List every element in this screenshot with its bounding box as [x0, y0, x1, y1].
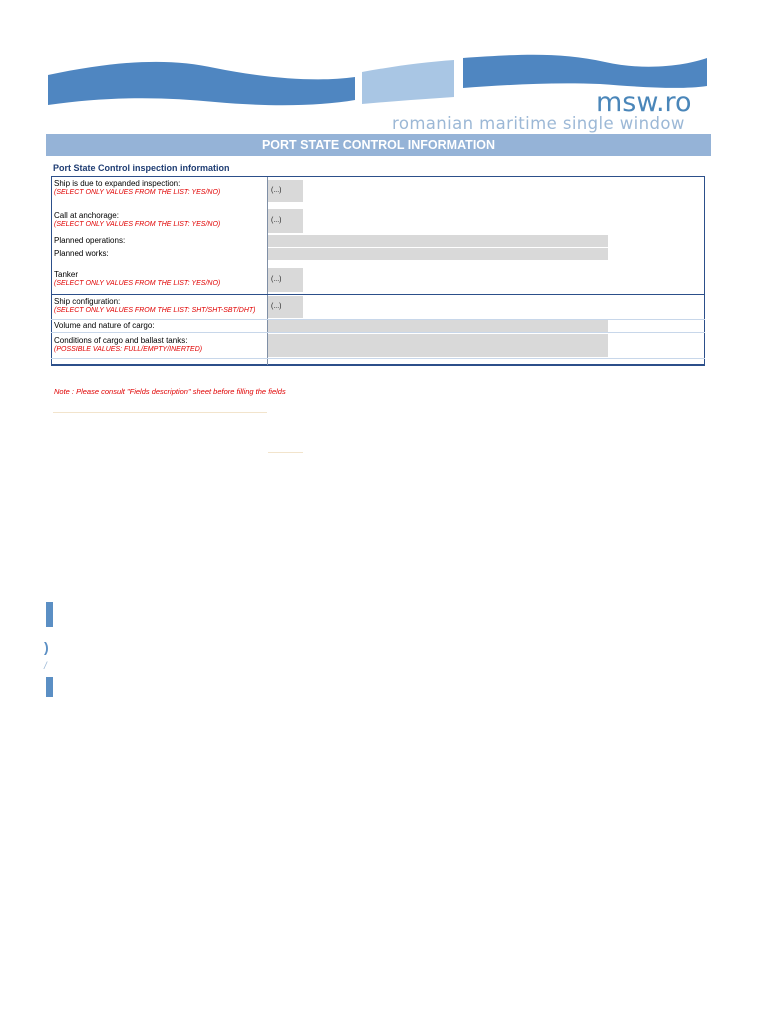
- ship-configuration-select[interactable]: (...): [268, 296, 303, 318]
- tank-conditions-label: Conditions of cargo and ballast tanks:: [54, 336, 188, 345]
- planned-works-label: Planned works:: [54, 249, 109, 258]
- expanded-inspection-label: Ship is due to expanded inspection:: [54, 179, 181, 188]
- anchorage-select[interactable]: (...): [268, 209, 303, 233]
- divider: [53, 412, 267, 413]
- tank-conditions-input[interactable]: [268, 334, 608, 357]
- row-divider: [51, 358, 705, 359]
- group-divider: [51, 294, 705, 295]
- divider: [268, 452, 303, 453]
- tanker-hint: (SELECT ONLY VALUES FROM THE LIST: YES/NO): [54, 280, 221, 287]
- clipped-text-fragment: /: [44, 661, 47, 672]
- expanded-inspection-select[interactable]: (...): [268, 180, 303, 202]
- wave-right: [463, 55, 707, 88]
- fields-note: Note : Please consult "Fields description" sheet before filling the fields: [54, 387, 286, 396]
- ship-configuration-label: Ship configuration:: [54, 297, 121, 306]
- planned-works-input[interactable]: [268, 248, 608, 260]
- page-title: PORT STATE CONTROL INFORMATION: [46, 134, 711, 156]
- wave-left: [48, 62, 355, 105]
- clipped-bar-fragment: [46, 677, 53, 697]
- section-title: Port State Control inspection information: [53, 163, 230, 173]
- anchorage-hint: (SELECT ONLY VALUES FROM THE LIST: YES/NO): [54, 221, 221, 228]
- ship-configuration-hint: (SELECT ONLY VALUES FROM THE LIST: SHT/SHT-SBT/DHT): [54, 307, 256, 314]
- planned-operations-label: Planned operations:: [54, 236, 126, 245]
- tanker-select[interactable]: (...): [268, 268, 303, 292]
- row-divider: [51, 332, 705, 333]
- planned-operations-input[interactable]: [268, 235, 608, 247]
- wave-middle: [362, 60, 454, 104]
- tank-conditions-hint: (POSSIBLE VALUES: FULL/EMPTY/INERTED): [54, 346, 203, 353]
- clipped-logo-fragment: ): [44, 639, 49, 655]
- tanker-label: Tanker: [54, 270, 79, 279]
- cargo-volume-input[interactable]: [268, 320, 608, 332]
- cargo-volume-label: Volume and nature of cargo:: [54, 321, 155, 330]
- brand-name: msw.ro: [596, 87, 692, 118]
- brand-tagline: romanian maritime single window: [392, 114, 685, 133]
- clipped-bar-fragment: [46, 602, 53, 627]
- anchorage-label: Call at anchorage:: [54, 211, 119, 220]
- expanded-inspection-hint: (SELECT ONLY VALUES FROM THE LIST: YES/NO): [54, 189, 221, 196]
